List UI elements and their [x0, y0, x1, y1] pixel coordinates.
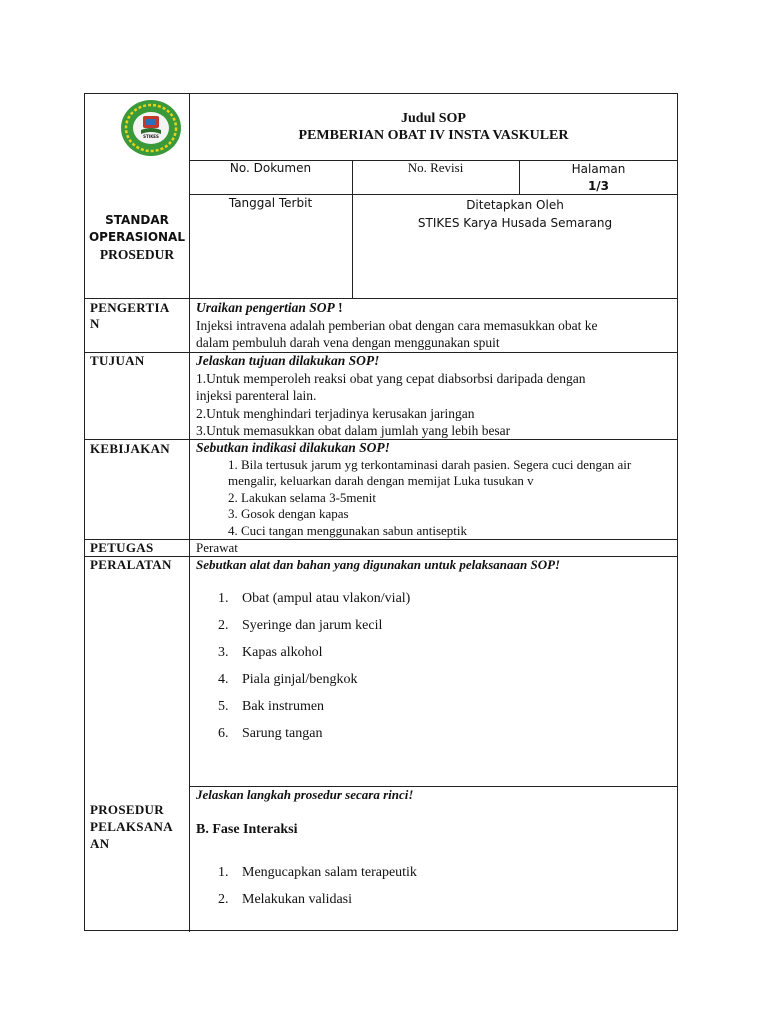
standar-line2: OPERASIONAL [88, 230, 185, 244]
list-item [218, 618, 658, 645]
prosedur-instruction: Jelaskan langkah prosedur secara rinci! [196, 787, 414, 802]
item-number: 3. [218, 645, 229, 660]
prosedur-list [218, 865, 658, 919]
ditetapkan-label: Ditetapkan Oleh [466, 198, 564, 212]
list-item [218, 892, 658, 919]
item-text: Kapas alkohol [242, 645, 323, 660]
prosedur-label-line1: PROSEDUR [90, 802, 164, 817]
item-text: Mengucapkan salam terapeutik [242, 865, 417, 880]
tujuan-line: 1.Untuk memperoleh reaksi obat yang cepat diabsorbsi daripada dengan [196, 370, 586, 386]
item-number: 4. [218, 672, 229, 687]
kebijakan-line: 1. Bila tertusuk jarum yg terkontaminasi darah pasien. Segera cuci dengan air [228, 456, 632, 472]
divider [85, 539, 678, 540]
standar-line1: STANDAR [105, 213, 169, 227]
kebijakan-line: 3. Gosok dengan kapas [228, 506, 349, 521]
list-item [218, 726, 658, 753]
halaman-value: 1/3 [587, 179, 610, 193]
pengertian-text-line2: dalam pembuluh darah vena dengan menggunakan spuit [196, 335, 500, 350]
standar-line3: PROSEDUR [99, 247, 175, 262]
institution-logo [119, 98, 183, 158]
list-item [218, 699, 658, 726]
phase-heading: B. Fase Interaksi [196, 822, 298, 837]
pengertian-label-line2: N [90, 316, 100, 331]
item-text: Melakukan validasi [242, 892, 353, 907]
item-text: Obat (ampul atau vlakon/vial) [242, 591, 411, 606]
pengertian-text-line1: Injeksi intravena adalah pemberian obat dengan cara memasukkan obat ke [196, 317, 598, 333]
list-item [218, 591, 658, 618]
ditetapkan-block [352, 196, 678, 232]
no-dokumen-label: No. Dokumen [229, 161, 312, 175]
item-number: 5. [218, 699, 229, 714]
kebijakan-line: 4. Cuci tangan menggunakan sabun antiseptik [228, 522, 468, 538]
ditetapkan-value: STIKES Karya Husada Semarang [417, 216, 613, 230]
item-number: 2. [218, 618, 229, 633]
pengertian-label [90, 300, 170, 332]
list-item [218, 672, 658, 699]
peralatan-instruction: Sebutkan alat dan bahan yang digunakan untuk pelaksanaan SOP! [196, 557, 561, 572]
prosedur-label-line2: PELAKSANA [90, 819, 173, 834]
list-item [218, 645, 658, 672]
item-text: Bak instrumen [242, 699, 325, 714]
sop-document [84, 93, 678, 931]
tanggal-terbit-label: Tanggal Terbit [228, 196, 313, 210]
pengertian-instruction-row [196, 299, 676, 317]
kebijakan-instruction: Sebutkan indikasi dilakukan SOP! [196, 440, 390, 455]
kebijakan-content [196, 440, 676, 539]
item-text: Piala ginjal/bengkok [242, 672, 358, 687]
tujuan-line: injeksi parenteral lain. [196, 388, 317, 403]
item-text: Sarung tangan [242, 726, 323, 741]
halaman-text: Halaman [571, 162, 626, 176]
petugas-value: Perawat [196, 540, 238, 555]
item-number: 1. [218, 591, 229, 606]
pengertian-instruction: Uraikan pengertian SOP [196, 300, 335, 315]
tujuan-label: TUJUAN [90, 353, 145, 368]
sop-title [189, 110, 678, 144]
pengertian-label-line1: PENGERTIA [90, 300, 170, 315]
item-number: 1. [218, 865, 229, 880]
prosedur-label [90, 801, 173, 852]
kebijakan-line: mengalir, keluarkan darah dengan memijat Luka tusukan v [228, 473, 534, 488]
list-item [218, 865, 658, 892]
title-line1: Judul SOP [401, 111, 466, 126]
kebijakan-label: KEBIJAKAN [90, 441, 170, 456]
kebijakan-line: 2. Lakukan selama 3-5menit [228, 489, 377, 505]
tujuan-content [196, 352, 676, 440]
standar-label [85, 212, 189, 263]
peralatan-label: PERALATAN [90, 557, 172, 572]
tujuan-instruction: Jelaskan tujuan dilakukan SOP! [196, 353, 380, 368]
prosedur-label-line3: AN [90, 836, 110, 851]
pengertian-instruction-suffix: ! [334, 300, 343, 315]
petugas-label: PETUGAS [90, 540, 154, 555]
pengertian-content [196, 299, 676, 352]
item-text: Syeringe dan jarum kecil [242, 618, 383, 633]
halaman-label [519, 161, 678, 195]
peralatan-list [218, 591, 658, 753]
item-number: 2. [218, 892, 229, 907]
logo-text: STIKES [143, 134, 159, 139]
tujuan-line: 2.Untuk menghindari terjadinya kerusakan jaringan [196, 405, 475, 421]
divider [189, 94, 190, 932]
item-number: 6. [218, 726, 229, 741]
tujuan-line: 3.Untuk memasukkan obat dalam jumlah yang lebih besar [196, 423, 511, 438]
title-line2: PEMBERIAN OBAT IV INSTA VASKULER [298, 128, 569, 143]
no-revisi-label: No. Revisi [407, 160, 464, 175]
